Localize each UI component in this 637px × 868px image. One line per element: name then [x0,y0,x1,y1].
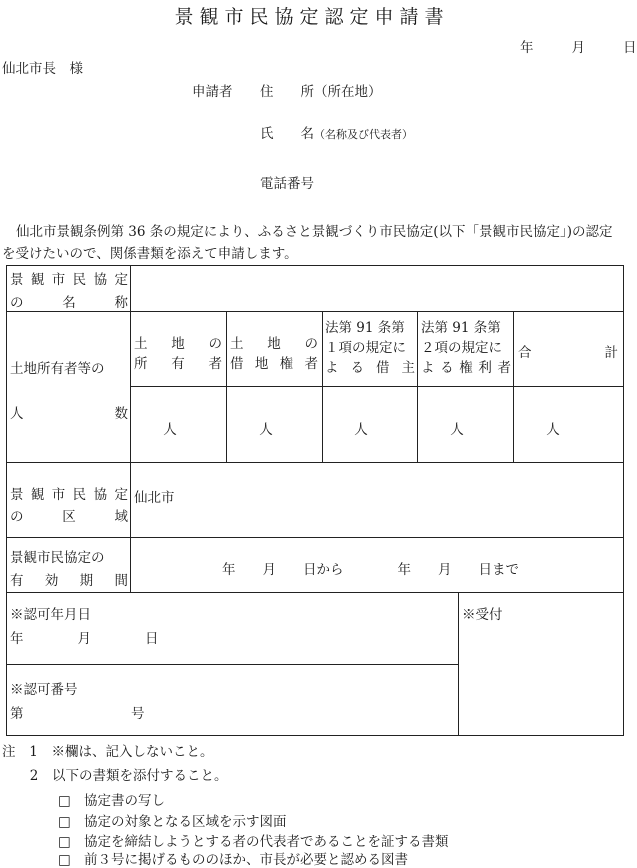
art91-2-line1: 法第 91 条第 [421,320,501,336]
applicant-tel-label: 電話番号 [260,176,314,192]
col-header-owner: 土 地 の 所 有 者 [134,336,222,372]
landowners-label-bottom: 人 数 [10,406,128,422]
table-divider [458,592,459,736]
document-title: 景観市民協定認定申請書 [174,6,450,28]
table-divider [417,311,418,463]
table-border-right [623,265,624,736]
agreement-name-label-2 [10,291,128,311]
received-label: ※受付 [462,607,503,623]
date-month: 月 [571,40,585,56]
unit-art91-1: 人 [354,422,368,438]
application-statement: 仙北市景観条例第 36 条の規定により、ふるさと景観づくり市民協定(以下「景観市民協定」)の認定を受けたいので、関係書類を添えて申請します。 [2,224,613,262]
attachment-item [58,789,165,809]
art91-1-line1: 法第 91 条第 [325,320,405,336]
attachment-item [58,830,449,850]
art91-1-line2: １項の規定に [325,340,406,356]
art91-2-line2: ２項の規定に [421,340,502,356]
table-divider [322,311,323,463]
note-1-text: ※欄は、記入しないこと。 [51,744,214,760]
area-value: 仙北市 [134,490,175,506]
unit-leaseholder: 人 [259,422,273,438]
approval-number-suffix: 号 [131,706,145,722]
table-divider [6,462,624,463]
table-divider [226,311,227,463]
note-2 [16,764,228,784]
agreement-name-label [10,268,128,288]
table-border-bottom [6,735,624,736]
addressee: 仙北市長 様 [2,61,83,77]
table-divider [513,311,514,463]
approval-number-label: ※認可番号 [10,682,78,698]
approval-date-label: ※認可年月日 [10,607,91,623]
checkbox-icon: □ [58,852,71,868]
attachment-text: 前３号に掲げるもののほか、市長が必要と認める図書 [84,852,408,868]
checkbox-icon: □ [58,793,71,809]
period-label-2: 有 効 期 間 [10,573,128,589]
note-2-text: 以下の書類を添付すること。 [52,768,228,784]
note-1-number: 1 [29,744,38,760]
notes-prefix: 注 [2,744,16,760]
table-divider [6,537,624,538]
checkbox-icon: □ [58,834,71,850]
unit-total: 人 [546,422,560,438]
attachment-item [58,848,408,868]
applicant-label: 申請者 [192,84,233,100]
table-divider [130,386,624,387]
attachment-text: 協定の対象となる区域を示す図面 [84,814,287,830]
date-day: 日 [623,40,637,56]
area-label: 景 観 市 民 協 定 [10,487,128,503]
table-divider [6,311,624,312]
col-header-leaseholder: 土 地 の 借 地 権 者 [230,336,318,372]
approval-date-value: 年 月 日 [10,631,159,647]
checkbox-icon: □ [58,814,71,830]
unit-owner: 人 [163,422,177,438]
name-label-text: 氏 名 [260,126,314,142]
agreement-name-label-line1: 景 観 市 民 協 定 [10,272,128,288]
table-divider [6,592,624,593]
col-header-total: 合 計 [518,345,618,361]
col-header-art91-2: 法第 91 条第 ２項の規定に よ る 権 利 者 [421,320,511,376]
applicant-address-label: 住 所（所在地） [260,84,382,100]
table-border-top [6,265,624,266]
period-label: 景観市民協定の [10,550,105,566]
agreement-name-label-line2: の 名 称 [10,295,128,311]
attachment-text: 協定書の写し [84,793,165,809]
landowners-label-top: 土地所有者等の [10,361,105,377]
note-2-number: 2 [29,768,39,784]
col-header-art91-1: 法第 91 条第 １項の規定に よ る 借 主 [325,320,415,376]
period-value: 年 月 日から 年 月 日まで [222,562,519,578]
attachment-text: 協定を締結しようとする者の代表者であることを証する書類 [84,834,449,850]
note-1 [2,740,214,760]
table-divider [130,265,131,593]
attachment-item [58,810,287,830]
date-year: 年 [520,40,534,56]
table-border-left [6,265,7,736]
table-divider [6,664,458,665]
area-label-2: の 区 域 [10,509,128,525]
approval-number-prefix: 第 [10,706,24,722]
name-note: （名称及び代表者） [314,128,413,141]
unit-art91-2: 人 [450,422,464,438]
